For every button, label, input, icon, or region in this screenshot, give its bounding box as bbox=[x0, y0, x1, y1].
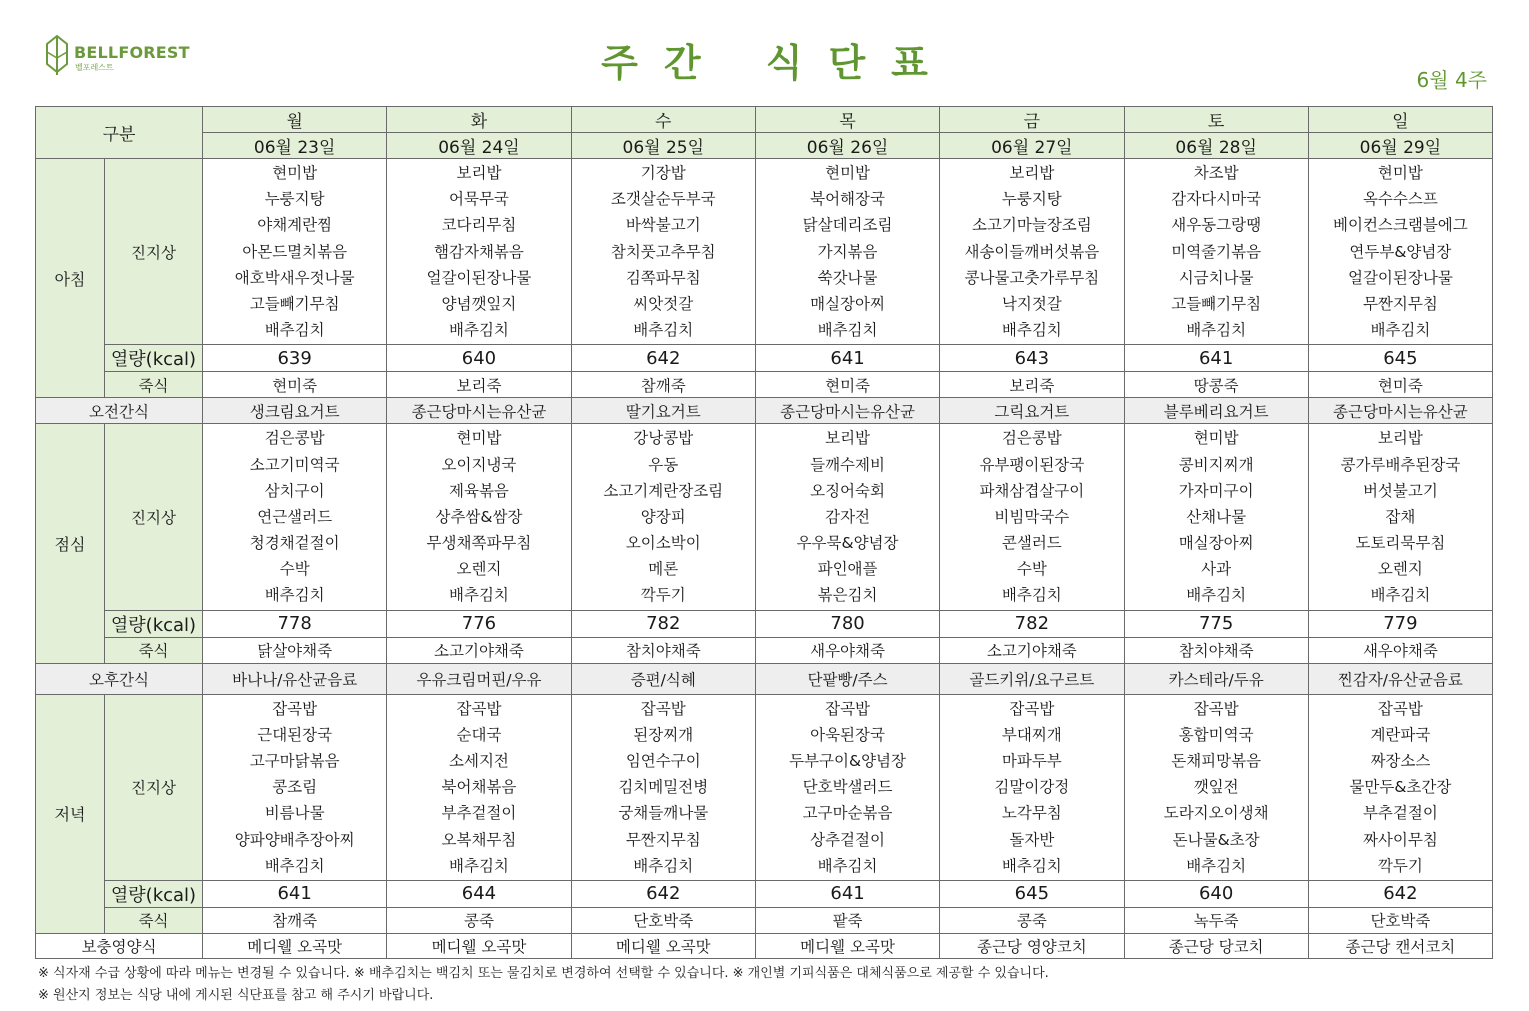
menu-item: 고구마순볶음 bbox=[802, 804, 893, 823]
menu-item: 배추김치 bbox=[449, 321, 509, 340]
menu-item: 김말이강정 bbox=[994, 778, 1070, 797]
menu-item: 깍두기 bbox=[640, 586, 686, 605]
menu-item: 소세지전 bbox=[449, 752, 509, 770]
dinner-kcal-row bbox=[36, 880, 1493, 907]
supplement-value: 메디웰 오곡맛 bbox=[203, 933, 387, 958]
pm_snack-row bbox=[36, 663, 1493, 694]
menu-item: 깻잎전 bbox=[1193, 778, 1239, 797]
menu-item: 무생채쪽파무침 bbox=[426, 534, 532, 553]
menu-item: 어묵무국 bbox=[449, 190, 509, 209]
menu-item: 메론 bbox=[648, 560, 679, 579]
menu-item: 파채삼겹살구이 bbox=[979, 481, 1085, 500]
menu-item: 양장피 bbox=[640, 507, 686, 526]
category-header: 구분 bbox=[36, 107, 203, 159]
kcal-value: 643 bbox=[940, 345, 1124, 372]
menu-item: 강낭콩밥 bbox=[633, 429, 694, 448]
menu-item: 홍합미역국 bbox=[1178, 725, 1254, 744]
pm_snack-label: 오후간식 bbox=[36, 663, 203, 694]
menu-item: 배추김치 bbox=[1370, 586, 1431, 605]
menu-item: 버섯불고기 bbox=[1362, 481, 1438, 500]
menu-item: 두부구이&양념장 bbox=[789, 752, 906, 770]
menu-item: 검은콩밥 bbox=[264, 429, 325, 448]
pm_snack-value: 단팥빵/주스 bbox=[755, 663, 939, 694]
menu-item: 깍두기 bbox=[1377, 856, 1423, 875]
menu-item: 배추김치 bbox=[264, 586, 325, 605]
menu-item: 기장밥 bbox=[640, 164, 686, 182]
breakfast-kcal-row bbox=[36, 345, 1493, 372]
menu-item: 고들빼기무침 bbox=[1171, 294, 1262, 313]
kcal-label: 열량(kcal) bbox=[105, 880, 203, 907]
supplement-label: 보충영양식 bbox=[36, 933, 203, 958]
menu-item: 잡곡밥 bbox=[1377, 699, 1423, 718]
footnote-line: ※ 식자재 수급 상황에 따라 메뉴는 변경될 수 있습니다. ※ 배추김치는 백김치 또는 물김치로 변경하여 선택할 수 있습니다. ※ 개인별 기피식품은 대체식품으로 제공할 수 있습니다. bbox=[38, 966, 1049, 981]
kcal-value: 641 bbox=[755, 880, 939, 907]
supplement-value: 메디웰 오곡맛 bbox=[387, 933, 571, 958]
menu-item: 북어해장국 bbox=[810, 190, 885, 209]
menu-item: 사과 bbox=[1201, 560, 1232, 579]
menu-item: 소고기계란장조림 bbox=[603, 481, 724, 500]
kcal-value: 778 bbox=[203, 610, 387, 637]
lunch-label: 점심 bbox=[36, 424, 105, 663]
menu-item: 비빔막국수 bbox=[994, 507, 1070, 526]
breakfast-porridge-row bbox=[36, 372, 1493, 398]
menu-item: 임연수구이 bbox=[625, 752, 701, 770]
porridge-value: 보리죽 bbox=[940, 372, 1124, 398]
weekly-menu-table bbox=[35, 106, 1493, 959]
kcal-value: 779 bbox=[1308, 610, 1492, 637]
pm_snack-value: 골드키위/요구르트 bbox=[940, 663, 1124, 694]
menu-item: 배추김치 bbox=[817, 321, 878, 340]
lunch-porridge-row bbox=[36, 637, 1493, 663]
menu-item: 돈나물&초장 bbox=[1172, 830, 1260, 849]
menu-item: 잡곡밥 bbox=[1193, 699, 1239, 718]
kcal-value: 640 bbox=[1124, 880, 1308, 907]
menu-item: 무짠지무침 bbox=[625, 830, 701, 849]
pm_snack-value: 찐감자/유산균음료 bbox=[1308, 663, 1492, 694]
menu-item: 보리밥 bbox=[1009, 164, 1055, 182]
menu-item: 현미밥 bbox=[272, 164, 318, 182]
menu-item: 고구마닭볶음 bbox=[249, 752, 340, 770]
porridge-value: 단호박죽 bbox=[571, 907, 755, 933]
supplement-value: 메디웰 오곡맛 bbox=[571, 933, 755, 958]
menu-item: 감자다시마국 bbox=[1171, 190, 1262, 209]
menu-item: 아몬드멸치볶음 bbox=[242, 242, 348, 261]
date-header: 06월 26일 bbox=[755, 133, 939, 159]
menu-item: 배추김치 bbox=[1186, 321, 1247, 340]
menu-cell bbox=[387, 694, 571, 880]
menu-item: 현미밥 bbox=[1193, 429, 1239, 448]
date-header: 06월 25일 bbox=[571, 133, 755, 159]
menu-item: 비름나물 bbox=[264, 804, 325, 823]
menu-cell bbox=[203, 424, 387, 610]
menu-item: 배추김치 bbox=[1370, 321, 1431, 340]
dinner-label: 저녁 bbox=[36, 694, 105, 933]
menu-item: 코다리무침 bbox=[441, 216, 517, 235]
breakfast-main-row bbox=[36, 159, 1493, 345]
menu-item: 옥수수스프 bbox=[1362, 190, 1438, 209]
pm_snack-value: 카스테라/두유 bbox=[1124, 663, 1308, 694]
menu-item: 차조밥 bbox=[1193, 164, 1239, 182]
dinner-main-row bbox=[36, 694, 1493, 880]
menu-item: 부추겉절이 bbox=[441, 804, 517, 823]
menu-item: 얼갈이된장나물 bbox=[1347, 268, 1453, 287]
menu-item: 배추김치 bbox=[1001, 586, 1062, 605]
menu-item: 노각무침 bbox=[1001, 804, 1062, 823]
menu-item: 오복채무침 bbox=[441, 830, 517, 849]
pm_snack-value: 우유크림머핀/우유 bbox=[387, 663, 571, 694]
pm_snack-value: 증편/식혜 bbox=[571, 663, 755, 694]
menu-cell bbox=[203, 694, 387, 880]
day-header: 토 bbox=[1124, 107, 1308, 133]
menu-item: 양념깻잎지 bbox=[441, 294, 517, 313]
porridge-value: 참깨죽 bbox=[203, 907, 387, 933]
menu-item: 우우묵&양념장 bbox=[796, 534, 899, 553]
menu-item: 배추김치 bbox=[449, 586, 509, 605]
menu-item: 콩조림 bbox=[272, 778, 318, 797]
menu-item: 배추김치 bbox=[633, 321, 694, 340]
menu-item: 햄감자채볶음 bbox=[434, 242, 524, 261]
porridge-value: 단호박죽 bbox=[1308, 907, 1492, 933]
menu-item: 콩가루배추된장국 bbox=[1340, 455, 1461, 474]
menu-item: 김치메밀전병 bbox=[618, 778, 709, 797]
menu-item: 매실장아찌 bbox=[1178, 534, 1254, 553]
menu-item: 근대된장국 bbox=[257, 725, 333, 744]
porridge-value: 참치야채죽 bbox=[1124, 637, 1308, 663]
brand-name: BELLFOREST bbox=[74, 43, 190, 62]
menu-item: 가지볶음 bbox=[817, 242, 878, 261]
menu-item: 감자전 bbox=[825, 507, 871, 526]
menu-cell bbox=[203, 159, 387, 345]
day-header: 월 bbox=[203, 107, 387, 133]
menu-item: 닭살데리조림 bbox=[802, 216, 893, 235]
menu-item: 현미밥 bbox=[1377, 164, 1423, 182]
porridge-value: 새우야채죽 bbox=[1308, 637, 1492, 663]
menu-item: 단호박샐러드 bbox=[802, 778, 893, 797]
menu-item: 콩나물고춧가루무침 bbox=[964, 268, 1100, 287]
menu-item: 잡곡밥 bbox=[640, 699, 686, 718]
kcal-label: 열량(kcal) bbox=[105, 610, 203, 637]
date-header: 06월 29일 bbox=[1308, 133, 1492, 159]
main-course-label: 진지상 bbox=[105, 159, 203, 345]
menu-item: 오렌지 bbox=[1377, 560, 1423, 579]
menu-item: 순대국 bbox=[456, 725, 502, 744]
menu-item: 돈채피망볶음 bbox=[1171, 752, 1262, 770]
menu-item: 아욱된장국 bbox=[810, 725, 885, 744]
porridge-value: 소고기야채죽 bbox=[387, 637, 571, 663]
menu-item: 시금치나물 bbox=[1178, 268, 1254, 287]
menu-item: 현미밥 bbox=[456, 429, 502, 448]
porridge-value: 팥죽 bbox=[755, 907, 939, 933]
menu-item: 도라지오이생채 bbox=[1163, 804, 1269, 823]
porridge-value: 새우야채죽 bbox=[755, 637, 939, 663]
menu-item: 씨앗젓갈 bbox=[633, 294, 694, 313]
porridge-value: 소고기야채죽 bbox=[940, 637, 1124, 663]
menu-item: 검은콩밥 bbox=[1001, 429, 1062, 448]
supplement-value: 종근당 영양코치 bbox=[940, 933, 1124, 958]
menu-item: 미역줄기볶음 bbox=[1171, 242, 1262, 261]
porridge-value: 보리죽 bbox=[387, 372, 571, 398]
menu-item: 상추겉절이 bbox=[810, 830, 885, 849]
porridge-label: 죽식 bbox=[105, 637, 203, 663]
menu-cell bbox=[1124, 424, 1308, 610]
day-header: 목 bbox=[755, 107, 939, 133]
am_snack-label: 오전간식 bbox=[36, 398, 203, 424]
menu-cell bbox=[755, 694, 939, 880]
menu-item: 베이컨스크램블에그 bbox=[1333, 216, 1468, 235]
kcal-value: 644 bbox=[387, 880, 571, 907]
porridge-label: 죽식 bbox=[105, 372, 203, 398]
lunch-kcal-row bbox=[36, 610, 1493, 637]
dinner-porridge-row bbox=[36, 907, 1493, 933]
pm_snack-value: 바나나/유산균음료 bbox=[203, 663, 387, 694]
kcal-value: 642 bbox=[1308, 880, 1492, 907]
menu-cell bbox=[755, 424, 939, 610]
breakfast-label: 아침 bbox=[36, 159, 105, 398]
am_snack-value: 종근당마시는유산균 bbox=[755, 398, 939, 424]
brand-subtitle: 벨포레스트 bbox=[75, 63, 114, 72]
am_snack-row bbox=[36, 398, 1493, 424]
porridge-value: 콩죽 bbox=[940, 907, 1124, 933]
menu-item: 소고기미역국 bbox=[249, 455, 340, 474]
menu-item: 바싹불고기 bbox=[625, 216, 701, 235]
date-header: 06월 28일 bbox=[1124, 133, 1308, 159]
week-label: 6월 4주 bbox=[1416, 68, 1487, 92]
kcal-value: 640 bbox=[387, 345, 571, 372]
menu-item: 계란파국 bbox=[1370, 725, 1431, 744]
menu-item: 쑥갓나물 bbox=[817, 268, 878, 287]
menu-item: 부대찌개 bbox=[1001, 725, 1062, 744]
menu-item: 콘샐러드 bbox=[1001, 534, 1062, 553]
kcal-value: 641 bbox=[1124, 345, 1308, 372]
footnotes bbox=[38, 963, 1049, 1007]
kcal-value: 780 bbox=[755, 610, 939, 637]
porridge-value: 콩죽 bbox=[387, 907, 571, 933]
porridge-value: 참깨죽 bbox=[571, 372, 755, 398]
day-header-row bbox=[36, 107, 1493, 133]
menu-item: 연두부&양념장 bbox=[1349, 242, 1452, 261]
porridge-value: 참치야채죽 bbox=[571, 637, 755, 663]
menu-item: 배추김치 bbox=[1001, 321, 1062, 340]
menu-cell bbox=[1124, 159, 1308, 345]
menu-item: 얼갈이된장나물 bbox=[426, 268, 532, 287]
menu-item: 보리밥 bbox=[825, 429, 871, 448]
menu-item: 보리밥 bbox=[456, 164, 502, 182]
supplement-value: 종근당 캔서코치 bbox=[1308, 933, 1492, 958]
menu-item: 낙지젓갈 bbox=[1001, 294, 1062, 313]
menu-cell bbox=[940, 694, 1124, 880]
menu-cell bbox=[755, 159, 939, 345]
porridge-value: 현미죽 bbox=[755, 372, 939, 398]
main-course-label: 진지상 bbox=[105, 694, 203, 880]
menu-item: 오이소박이 bbox=[625, 534, 701, 553]
menu-item: 잡곡밥 bbox=[456, 699, 502, 718]
am_snack-value: 그릭요거트 bbox=[940, 398, 1124, 424]
menu-item: 배추김치 bbox=[264, 856, 325, 875]
kcal-value: 782 bbox=[940, 610, 1124, 637]
page-title: 주간 식단표 bbox=[601, 41, 954, 85]
menu-item: 산채나물 bbox=[1186, 507, 1247, 526]
kcal-label: 열량(kcal) bbox=[105, 345, 203, 372]
menu-item: 배추김치 bbox=[817, 856, 878, 875]
am_snack-value: 종근당마시는유산균 bbox=[387, 398, 571, 424]
menu-item: 짜사이무침 bbox=[1362, 830, 1438, 849]
menu-item: 오이지냉국 bbox=[441, 455, 517, 474]
kcal-value: 641 bbox=[755, 345, 939, 372]
footnote-line: ※ 원산지 정보는 식당 내에 게시된 식단표를 참고 해 주시기 바랍니다. bbox=[38, 988, 434, 1003]
menu-item: 소고기마늘장조림 bbox=[971, 216, 1092, 235]
menu-item: 물만두&초간장 bbox=[1349, 778, 1452, 797]
kcal-value: 645 bbox=[1308, 345, 1492, 372]
menu-item: 청경채겉절이 bbox=[249, 534, 340, 553]
menu-item: 잡곡밥 bbox=[272, 699, 318, 718]
menu-item: 배추김치 bbox=[1001, 856, 1062, 875]
menu-item: 제육볶음 bbox=[449, 481, 509, 500]
menu-item: 누룽지탕 bbox=[1001, 190, 1062, 209]
menu-item: 배추김치 bbox=[449, 856, 509, 875]
menu-cell bbox=[940, 159, 1124, 345]
menu-item: 배추김치 bbox=[1186, 856, 1247, 875]
supplement-value: 종근당 당코치 bbox=[1124, 933, 1308, 958]
menu-item: 김쪽파무침 bbox=[625, 268, 701, 287]
kcal-value: 782 bbox=[571, 610, 755, 637]
menu-item: 우동 bbox=[648, 455, 679, 474]
menu-item: 고들빼기무침 bbox=[249, 294, 340, 313]
menu-item: 누룽지탕 bbox=[264, 190, 325, 209]
menu-item: 상추쌈&쌈장 bbox=[435, 507, 523, 526]
menu-item: 오렌지 bbox=[456, 560, 502, 579]
menu-cell bbox=[1308, 424, 1492, 610]
menu-item: 가자미구이 bbox=[1178, 481, 1254, 500]
kcal-value: 639 bbox=[203, 345, 387, 372]
am_snack-value: 딸기요거트 bbox=[571, 398, 755, 424]
kcal-value: 642 bbox=[571, 345, 755, 372]
day-header: 금 bbox=[940, 107, 1124, 133]
menu-item: 배추김치 bbox=[264, 321, 325, 340]
porridge-value: 녹두죽 bbox=[1124, 907, 1308, 933]
am_snack-value: 생크림요거트 bbox=[203, 398, 387, 424]
menu-item: 볶은김치 bbox=[817, 586, 878, 605]
menu-item: 참치풋고추무침 bbox=[610, 242, 716, 261]
menu-item: 새송이들깨버섯볶음 bbox=[964, 242, 1100, 261]
menu-item: 부추겉절이 bbox=[1362, 804, 1438, 823]
porridge-label: 죽식 bbox=[105, 907, 203, 933]
supplement-row bbox=[36, 933, 1493, 958]
lunch-main-row bbox=[36, 424, 1493, 610]
menu-item: 도토리묵무침 bbox=[1355, 534, 1446, 553]
day-header: 수 bbox=[571, 107, 755, 133]
menu-item: 수박 bbox=[1016, 560, 1047, 579]
date-header: 06월 23일 bbox=[203, 133, 387, 159]
menu-item: 마파두부 bbox=[1001, 752, 1062, 770]
porridge-value: 닭살야채죽 bbox=[203, 637, 387, 663]
porridge-value: 현미죽 bbox=[1308, 372, 1492, 398]
menu-item: 잡곡밥 bbox=[825, 699, 871, 718]
menu-item: 현미밥 bbox=[825, 164, 871, 182]
date-header-row bbox=[36, 133, 1493, 159]
porridge-value: 땅콩죽 bbox=[1124, 372, 1308, 398]
menu-item: 잡곡밥 bbox=[1009, 699, 1055, 718]
supplement-value: 메디웰 오곡맛 bbox=[755, 933, 939, 958]
porridge-value: 현미죽 bbox=[203, 372, 387, 398]
menu-cell bbox=[571, 424, 755, 610]
menu-item: 돌자반 bbox=[1009, 830, 1055, 849]
menu-cell bbox=[387, 424, 571, 610]
menu-item: 조갯살순두부국 bbox=[610, 190, 716, 209]
menu-cell bbox=[940, 424, 1124, 610]
menu-cell bbox=[571, 159, 755, 345]
menu-item: 새우동그랑땡 bbox=[1171, 216, 1262, 235]
menu-item: 양파양배추장아찌 bbox=[234, 830, 355, 849]
date-header: 06월 24일 bbox=[387, 133, 571, 159]
menu-item: 야채계란찜 bbox=[257, 216, 333, 235]
menu-item: 배추김치 bbox=[633, 856, 694, 875]
kcal-value: 776 bbox=[387, 610, 571, 637]
menu-item: 보리밥 bbox=[1377, 429, 1423, 448]
menu-item: 유부팽이된장국 bbox=[979, 455, 1085, 474]
menu-item: 배추김치 bbox=[1186, 586, 1247, 605]
kcal-value: 775 bbox=[1124, 610, 1308, 637]
menu-cell bbox=[1308, 159, 1492, 345]
date-header: 06월 27일 bbox=[940, 133, 1124, 159]
menu-cell bbox=[387, 159, 571, 345]
menu-item: 애호박새우젓나물 bbox=[234, 268, 355, 287]
menu-item: 삼치구이 bbox=[264, 481, 325, 500]
kcal-value: 641 bbox=[203, 880, 387, 907]
menu-item: 매실장아찌 bbox=[810, 294, 885, 313]
main-course-label: 진지상 bbox=[105, 424, 203, 610]
day-header: 일 bbox=[1308, 107, 1492, 133]
menu-item: 들깨수제비 bbox=[810, 455, 885, 474]
menu-item: 연근샐러드 bbox=[257, 507, 333, 526]
menu-item: 파인애플 bbox=[817, 560, 878, 579]
menu-cell bbox=[571, 694, 755, 880]
menu-cell bbox=[1124, 694, 1308, 880]
menu-item: 잡채 bbox=[1385, 507, 1416, 526]
menu-item: 무짠지무침 bbox=[1362, 294, 1438, 313]
menu-item: 된장찌개 bbox=[633, 725, 694, 744]
menu-item: 수박 bbox=[279, 560, 310, 579]
am_snack-value: 종근당마시는유산균 bbox=[1308, 398, 1492, 424]
kcal-value: 645 bbox=[940, 880, 1124, 907]
day-header: 화 bbox=[387, 107, 571, 133]
menu-item: 궁채들깨나물 bbox=[618, 804, 709, 823]
menu-item: 북어채볶음 bbox=[441, 778, 517, 797]
kcal-value: 642 bbox=[571, 880, 755, 907]
menu-item: 짜장소스 bbox=[1370, 752, 1431, 770]
menu-cell bbox=[1308, 694, 1492, 880]
menu-item: 오징어숙회 bbox=[810, 481, 885, 500]
am_snack-value: 블루베리요거트 bbox=[1124, 398, 1308, 424]
menu-item: 콩비지찌개 bbox=[1178, 455, 1254, 474]
